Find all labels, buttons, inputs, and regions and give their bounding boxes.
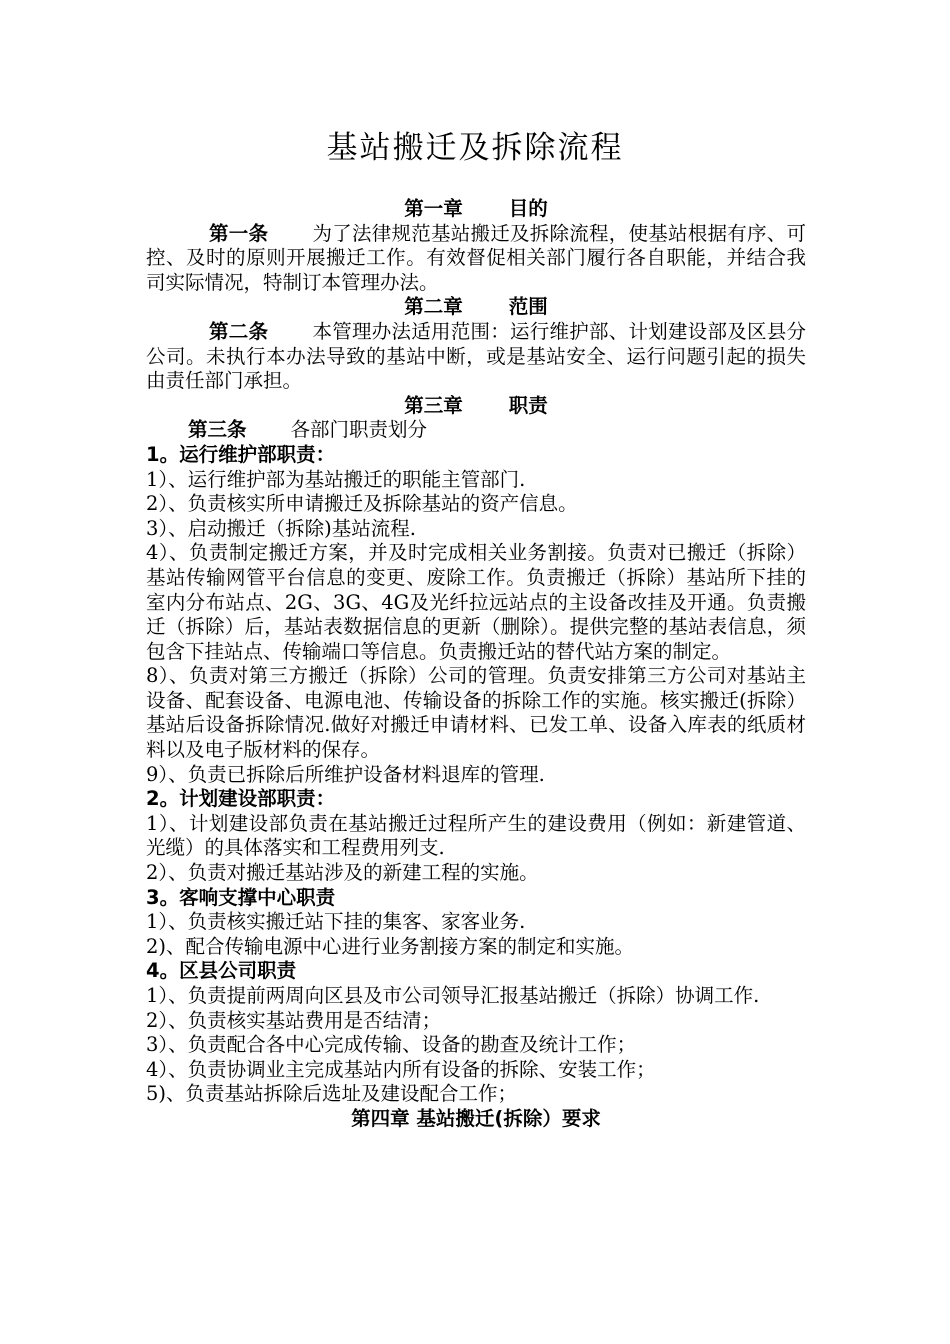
article-1-label: 第一条 — [209, 221, 269, 245]
article-1 — [146, 222, 806, 296]
article-3-label: 第三条 — [188, 418, 247, 442]
dept-4-item: 3）、负责配合各中心完成传输、设备的勘查及统计工作； — [146, 1033, 637, 1057]
chapter-3-name: 职责 — [508, 393, 548, 417]
dept-1-item: 3）、启动搬迁（拆除)基站流程. — [146, 516, 416, 540]
dept-2-heading: 2。计划建设部职责： — [146, 787, 336, 811]
dept-4-item: 1）、负责提前两周向区县及市公司领导汇报基站搬迁（拆除）协调工作. — [146, 984, 760, 1007]
chapter-2-number: 第二章 — [404, 295, 463, 319]
chapter-1-heading — [146, 197, 806, 222]
dept-1-item: 9）、负责已拆除后所维护设备材料退库的管理. — [146, 762, 545, 786]
article-3-text: 各部门职责划分 — [290, 418, 428, 442]
chapter-2-name: 范围 — [508, 295, 548, 319]
chapter-3-number: 第三章 — [404, 393, 463, 417]
dept-1-item: 1）、运行维护部为基站搬迁的职能主管部门. — [146, 467, 526, 491]
dept-4-item: 4）、负责协调业主完成基站内所有设备的拆除、安装工作； — [146, 1057, 656, 1081]
article-2 — [146, 320, 806, 394]
dept-2-item: 1）、计划建设部负责在基站搬迁过程所产生的建设费用（例如：新建管道、光缆）的具体落实和工程费用列支. — [146, 811, 806, 860]
dept-1-item: 2）、负责核实所申请搬迁及拆除基站的资产信息。 — [146, 492, 578, 516]
dept-4-item: 2）、负责核实基站费用是否结清； — [146, 1008, 442, 1032]
document-body — [146, 197, 806, 1132]
article-2-label: 第二条 — [209, 319, 269, 343]
article-2-text: 本管理办法适用范围：运行维护部、计划建设部及区县分公司。未执行本办法导致的基站中断，或是基站安全、运行问题引起的损失由责任部门承担。 — [146, 319, 806, 393]
dept-1-item: 8）、负责对第三方搬迁（拆除）公司的管理。负责安排第三方公司对基站主设备、配套设备、电源电池、传输设备的拆除工作的实施。核实搬迁(拆除）基站后设备拆除情况.做好对搬迁申请材料、已发工单、设备入库表的纸质材料以及电子版材料的保存。 — [146, 664, 806, 762]
article-3 — [146, 418, 806, 443]
chapter-1-number: 第一章 — [404, 197, 463, 220]
dept-2-item: 2）、负责对搬迁基站涉及的新建工程的实施。 — [146, 861, 539, 885]
dept-4-heading: 4。区县公司职责 — [146, 959, 297, 983]
dept-3-heading: 3。客响支撑中心职责 — [146, 885, 336, 909]
dept-1-heading: 1。运行维护部职责： — [146, 442, 336, 466]
chapter-2-heading — [146, 295, 806, 320]
chapter-1-name: 目的 — [508, 197, 548, 220]
document-title: 基站搬迁及拆除流程 — [326, 130, 624, 166]
dept-1-item: 4）、负责制定搬迁方案，并及时完成相关业务割接。负责对已搬迁（拆除）基站传输网管平台信息的变更、废除工作。负责搬迁（拆除）基站所下挂的室内分布站点、2G、3G、4G及光纤拉远站点的主设备改挂及开通。负责搬迁（拆除）后，基站表数据信息的更新（删除）。提供完整的基站表信息，须包含下挂站点、传输端口等信息。负责搬迁站的替代站方案的制定。 — [146, 541, 806, 663]
chapter-3-heading — [146, 394, 806, 419]
article-1-text: 为了法律规范基站搬迁及拆除流程，使基站根据有序、可控、及时的原则开展搬迁工作。有效督促相关部门履行各自职能，并结合我司实际情况，特制订本管理办法。 — [146, 221, 806, 294]
chapter-4-heading: 第四章 基站搬迁(拆除）要求 — [351, 1106, 601, 1130]
dept-4-item: 5)、负责基站拆除后选址及建设配合工作； — [146, 1082, 518, 1106]
dept-3-item: 1）、负责核实搬迁站下挂的集客、家客业务. — [146, 910, 526, 934]
dept-3-item: 2)、配合传输电源中心进行业务割接方案的制定和实施。 — [146, 934, 635, 958]
